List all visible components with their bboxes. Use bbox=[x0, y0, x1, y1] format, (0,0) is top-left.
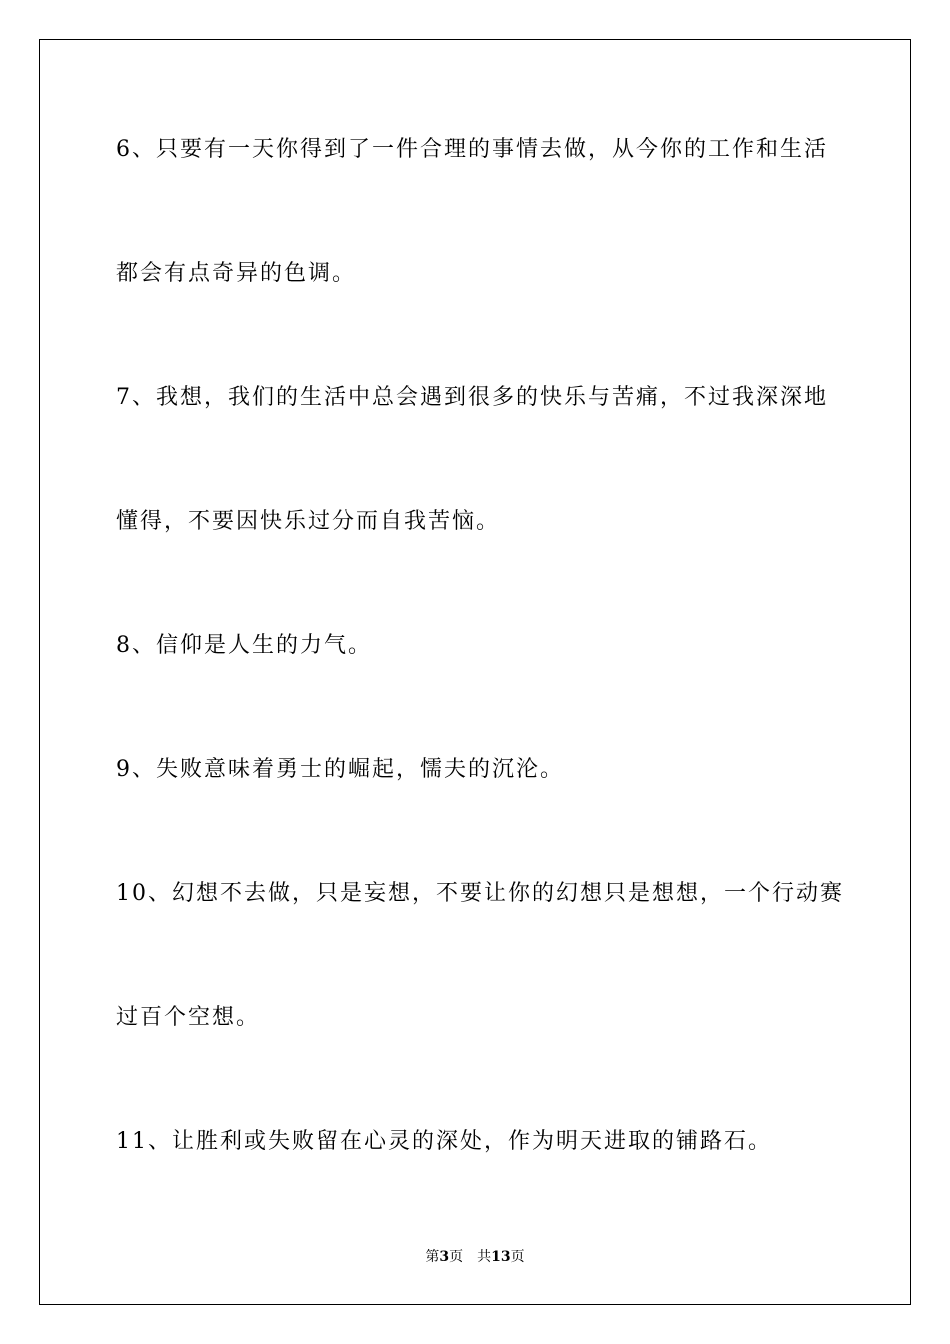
body-line-4: 懂得，不要因快乐过分而自我苦恼。 bbox=[116, 509, 501, 534]
page-border bbox=[39, 39, 911, 1305]
body-line-9: 11、让胜利或失败留在心灵的深处，作为明天进取的铺路石。 bbox=[116, 1129, 772, 1154]
body-line-2: 都会有点奇异的色调。 bbox=[116, 261, 357, 286]
page-number: 3 bbox=[439, 1249, 450, 1265]
body-line-8: 过百个空想。 bbox=[116, 1005, 261, 1030]
body-line-1: 6、只要有一天你得到了一件合理的事情去做，从今你的工作和生活 bbox=[116, 137, 828, 162]
page-prefix: 第 bbox=[425, 1249, 440, 1265]
body-line-3: 7、我想，我们的生活中总会遇到很多的快乐与苦痛，不过我深深地 bbox=[116, 385, 828, 410]
body-line-5: 8、信仰是人生的力气。 bbox=[116, 633, 372, 658]
body-line-7: 10、幻想不去做，只是妄想，不要让你的幻想只是想想，一个行动赛 bbox=[116, 881, 844, 906]
total-suffix: 页 bbox=[510, 1249, 525, 1265]
total-pages: 13 bbox=[491, 1249, 511, 1265]
page-suffix: 页 bbox=[449, 1249, 464, 1265]
total-prefix: 共 bbox=[477, 1249, 492, 1265]
page-footer bbox=[0, 1247, 950, 1267]
body-line-6: 9、失败意味着勇士的崛起，懦夫的沉沦。 bbox=[116, 757, 564, 782]
